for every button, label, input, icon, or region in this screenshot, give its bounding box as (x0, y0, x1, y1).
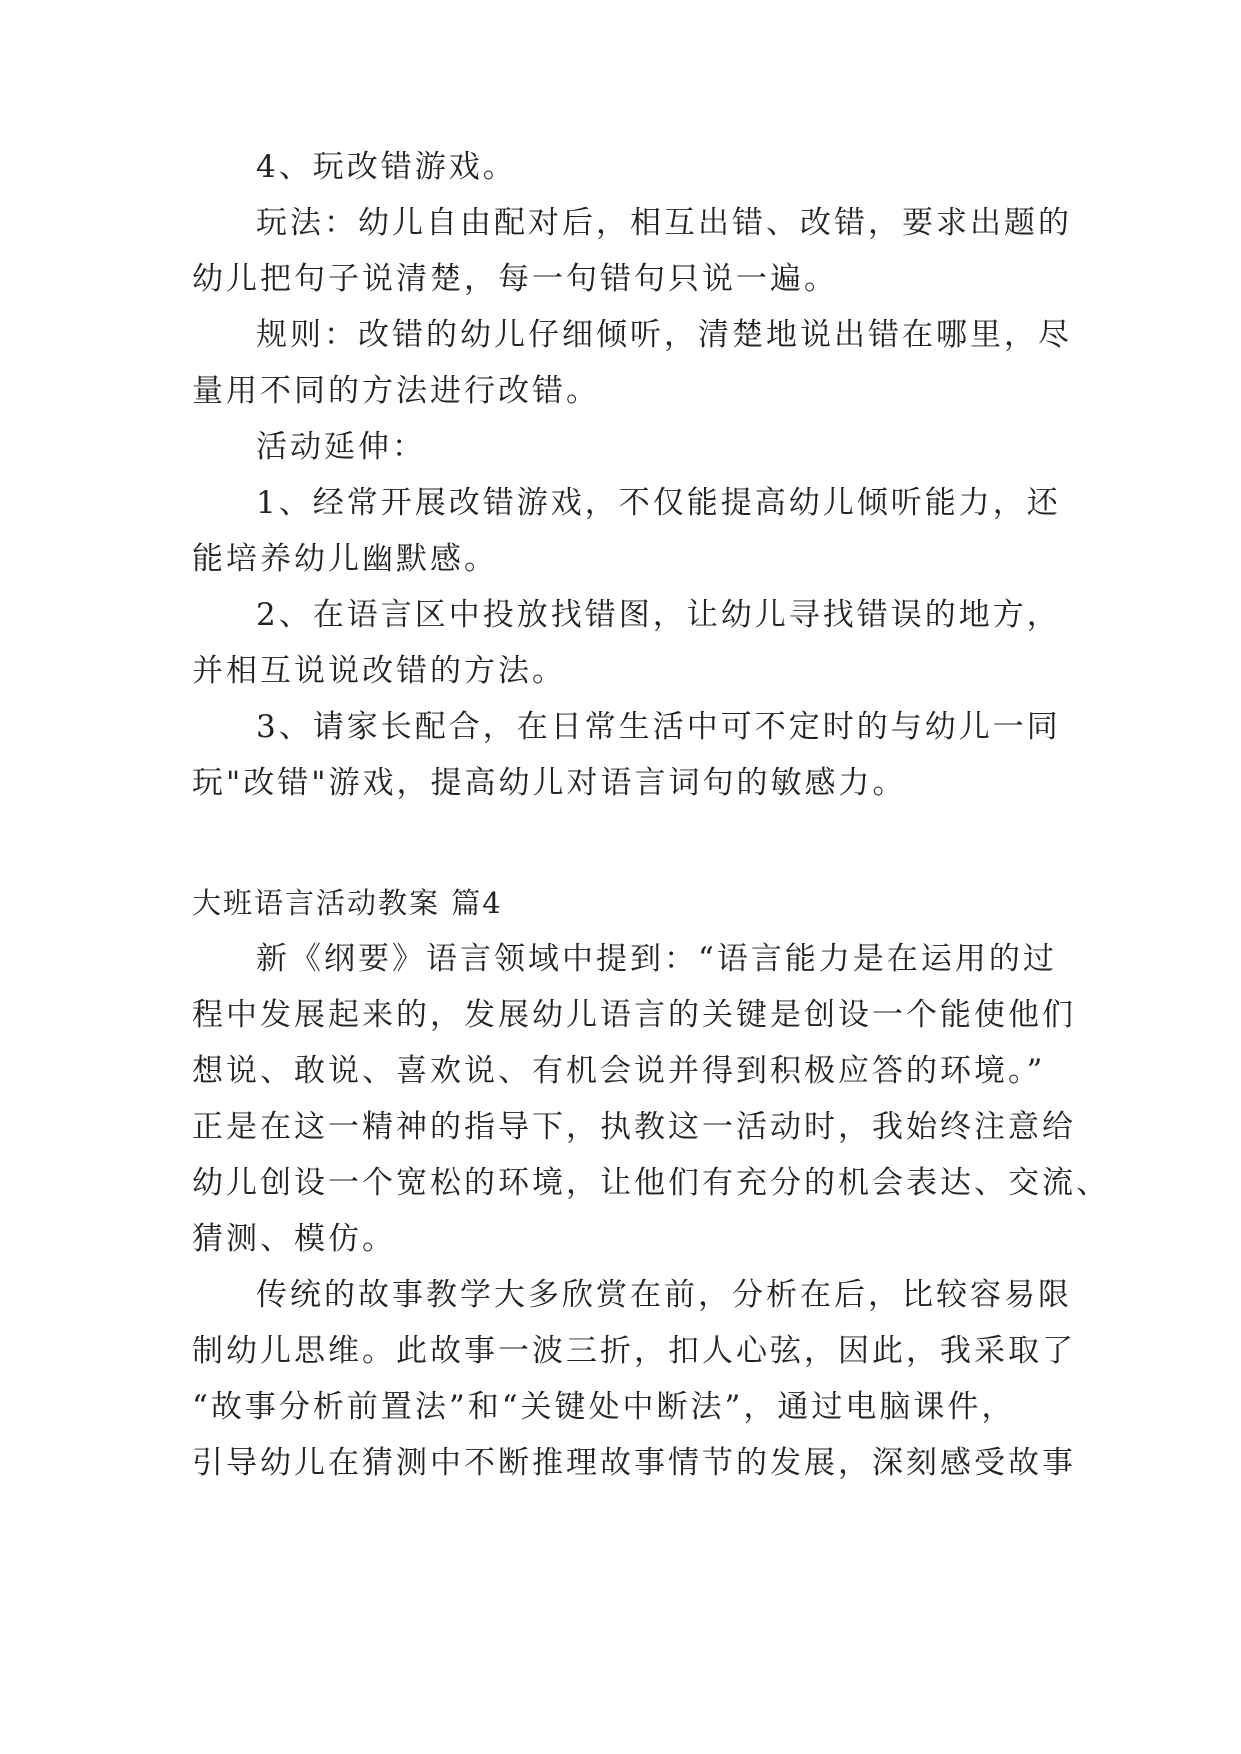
item4-title: 4、玩改错游戏。 (256, 149, 517, 185)
paragraph-1-line: 想说、敢说、喜欢说、有机会说并得到积极应答的环境。” (192, 1053, 1046, 1089)
play-rule-line: 玩法：幼儿自由配对后，相互出错、改错，要求出题的 (256, 205, 1072, 241)
paragraph-2-line: 传统的故事教学大多欣赏在前，分析在后，比较容易限 (256, 1277, 1072, 1313)
section-heading: 大班语言活动教案 篇4 (192, 886, 503, 920)
paragraph-1-line: 程中发展起来的，发展幼儿语言的关键是创设一个能使他们 (192, 997, 1076, 1033)
paragraph-2-line: 引导幼儿在猜测中不断推理故事情节的发展，深刻感受故事 (192, 1445, 1076, 1481)
paragraph-1-line: 幼儿创设一个宽松的环境，让他们有充分的机会表达、交流、 (192, 1165, 1110, 1201)
extension-item-3: 玩"改错"游戏，提高幼儿对语言词句的敏感力。 (192, 765, 907, 801)
extension-item-2: 2、在语言区中投放找错图，让幼儿寻找错误的地方， (256, 597, 1061, 633)
rule-line: 规则：改错的幼儿仔细倾听，清楚地说出错在哪里，尽 (256, 317, 1072, 353)
extension-item-2: 并相互说说改错的方法。 (192, 653, 566, 689)
extension-title: 活动延伸： (256, 429, 426, 465)
extension-item-1: 能培养幼儿幽默感。 (192, 541, 498, 577)
paragraph-2-line: “故事分析前置法”和“关键处中断法”，通过电脑课件， (192, 1389, 1016, 1425)
paragraph-2-line: 制幼儿思维。此故事一波三折，扣人心弦，因此，我采取了 (192, 1333, 1076, 1369)
play-rule-line: 幼儿把句子说清楚，每一句错句只说一遍。 (192, 261, 838, 297)
paragraph-1-line: 正是在这一精神的指导下，执教这一活动时，我始终注意给 (192, 1109, 1076, 1145)
paragraph-1-line: 猜测、模仿。 (192, 1221, 396, 1257)
extension-item-3: 3、请家长配合，在日常生活中可不定时的与幼儿一同 (256, 709, 1061, 745)
paragraph-1-line: 新《纲要》语言领域中提到：“语言能力是在运用的过 (256, 941, 1057, 977)
extension-item-1: 1、经常开展改错游戏，不仅能提高幼儿倾听能力，还 (256, 485, 1061, 521)
rule-line: 量用不同的方法进行改错。 (192, 373, 600, 409)
